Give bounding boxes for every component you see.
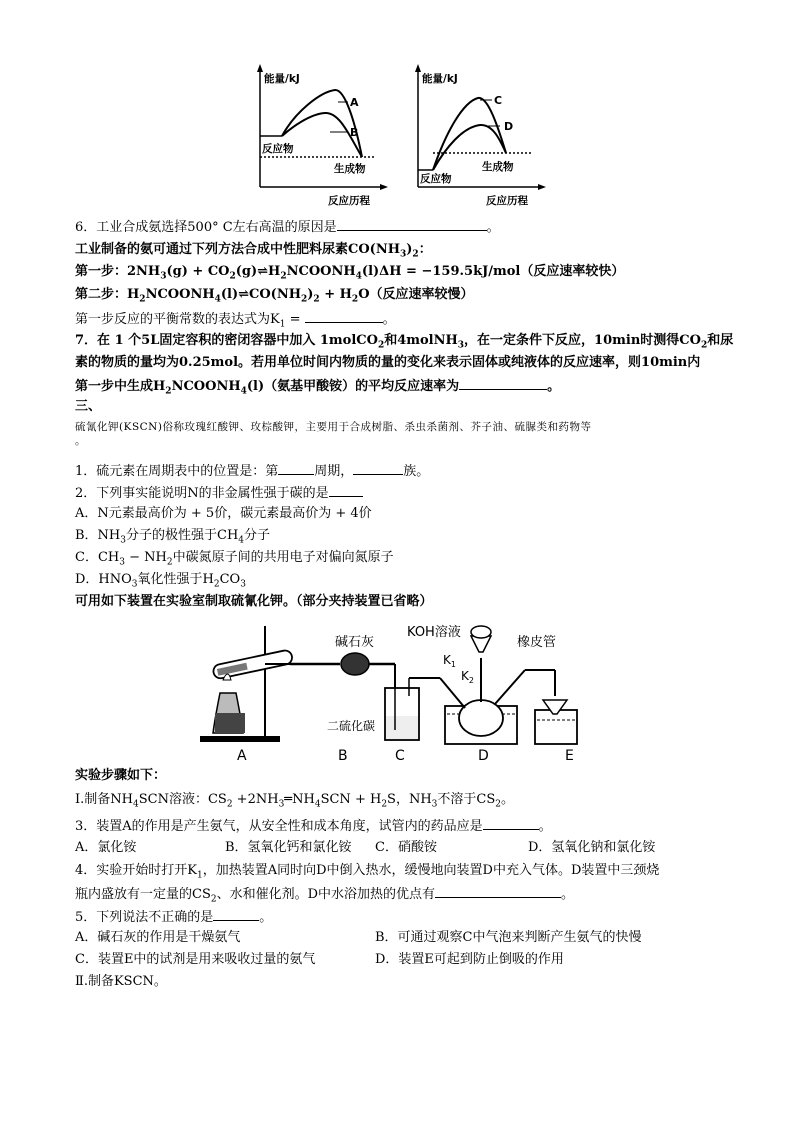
answer-blank[interactable] bbox=[305, 308, 383, 323]
q2-option-b[interactable]: B．$NH_3$分子的极性强于$CH_4$分子 bbox=[75, 528, 271, 546]
answer-blank[interactable] bbox=[353, 460, 403, 475]
label-c: C bbox=[395, 748, 405, 764]
q2-option-d[interactable]: D．$HNO_3$氧化性强于$H_2CO_3$ bbox=[75, 572, 246, 590]
label-koh: KOH溶液 bbox=[407, 625, 461, 640]
graph2-curve-c: C bbox=[494, 94, 503, 107]
label-b: B bbox=[338, 748, 348, 764]
question-3: 3．装置A的作用是产生氨气，从安全性和成本角度，试管内的药品应是 。 bbox=[75, 815, 552, 837]
question-4-line-2: 瓶内盛放有一定量的$CS_2$、水和催化剂。D中水浴加热的优点有 。 bbox=[75, 883, 574, 905]
graph1-product: 生成物 bbox=[334, 163, 366, 175]
question-7-line-2: 素的物质的量均为0.25mol。若用单位时间内物质的量的变化来表示固体或纯液体的反应速率，则10min内 bbox=[75, 355, 701, 370]
graph2-curve-d: D bbox=[504, 120, 514, 133]
label-e: E bbox=[565, 748, 574, 764]
q3-option-a[interactable]: A．氯化铵 bbox=[75, 840, 137, 855]
energy-graph-1 bbox=[250, 62, 390, 210]
label-cs2: 二硫化碳 bbox=[327, 719, 376, 733]
graph2-ylabel: 能量/kJ bbox=[422, 73, 458, 85]
q2-option-a[interactable]: A．N元素最高价为 + 5价，碳元素最高价为 + 4价 bbox=[75, 506, 372, 521]
step-i: Ⅰ.制备$NH_4SCN$溶液：$CS_2$ $+2NH_3═NH_4SCN + H_2S$，$NH_3$不溶于$CS_2$。 bbox=[75, 792, 515, 810]
answer-blank[interactable] bbox=[329, 482, 363, 497]
q5-option-a[interactable]: A．碱石灰的作用是干燥氨气 bbox=[75, 930, 241, 945]
graph2-product: 生成物 bbox=[482, 161, 514, 173]
graph2-reactant: 反应物 bbox=[420, 173, 452, 185]
section-3-heading: 三、 bbox=[75, 399, 102, 414]
energy-graph-2 bbox=[408, 62, 548, 210]
q3-option-d[interactable]: D．氢氧化钠和氯化铵 bbox=[528, 840, 656, 855]
answer-blank[interactable] bbox=[435, 883, 561, 898]
graph1-xlabel: 反应历程 bbox=[328, 195, 370, 207]
q5-option-c[interactable]: C．装置E中的试剂是用来吸收过量的氨气 bbox=[75, 952, 316, 967]
label-k2: $K_2$ bbox=[461, 669, 474, 685]
apparatus-title: 可用如下装置在实验室制取硫氰化钾。（部分夹持装置已省略） bbox=[75, 594, 433, 609]
question-4-line-1: 4．实验开始时打开$K_1$，加热装置A同时向D中倒入热水，缓慢地向装置D中充入气体。D装置中三颈烧 bbox=[75, 863, 660, 881]
step-ii: Ⅱ.制备KSCN。 bbox=[75, 974, 167, 989]
kscn-intro-end: 。 bbox=[75, 435, 86, 447]
apparatus-diagram bbox=[195, 618, 595, 768]
graph1-reactant: 反应物 bbox=[262, 143, 294, 155]
steps-title: 实验步骤如下： bbox=[75, 768, 167, 783]
question-7-line-1: 7．在 1 个5L固定容积的密闭容器中加入 1molCO$_2$和4molNH$_3$，在一定条件下反应，10min时测得$CO_2$和尿 bbox=[75, 333, 734, 351]
question-2: 2．下列事实能说明N的非金属性强于碳的是 bbox=[75, 482, 363, 504]
label-d: D bbox=[478, 748, 489, 764]
urea-intro: 工业制备的氨可通过下列方法合成中性肥料尿素$CO(NH_3)_2$： bbox=[75, 242, 432, 260]
question-7-line-3: 第一步中生成$H_2NCOONH_4(l)$（氨基甲酸铵）的平均反应速率为 。 bbox=[75, 375, 560, 397]
answer-blank[interactable] bbox=[213, 906, 259, 921]
kscn-intro: 硫氰化钾(KSCN)俗称玫瑰红酸钾、玫棕酸钾，主要用于合成树脂、杀虫杀菌剂、芥子油、硫脲类和药物等 bbox=[75, 421, 592, 433]
question-1: 1．硫元素在周期表中的位置是：第 周期， 族。 bbox=[75, 460, 429, 482]
graph1-curve-a: A bbox=[350, 96, 359, 109]
q2-option-c[interactable]: C．$CH_3 - NH_2$中碳氮原子间的共用电子对偏向氮原子 bbox=[75, 550, 394, 568]
graph2-xlabel: 反应历程 bbox=[486, 195, 528, 207]
answer-blank[interactable] bbox=[459, 375, 547, 390]
label-k1: $K_1$ bbox=[443, 653, 456, 669]
answer-blank[interactable] bbox=[278, 460, 314, 475]
label-soda-lime: 碱石灰 bbox=[335, 635, 375, 650]
q3-option-c[interactable]: C．硝酸铵 bbox=[375, 840, 437, 855]
q3-option-b[interactable]: B．氢氧化钙和氯化铵 bbox=[225, 840, 352, 855]
answer-blank[interactable] bbox=[337, 216, 487, 231]
reaction-step-2: 第二步：$H_2NCOONH_4(l)\rightleftharpoons CO(NH_2)_2 + H_2O$（反应速率较慢） bbox=[75, 287, 474, 305]
equilibrium-constant-question: 第一步反应的平衡常数的表达式为$K_1$ = 。 bbox=[75, 308, 396, 330]
answer-blank[interactable] bbox=[483, 815, 539, 830]
q5-option-d[interactable]: D．装置E可起到防止倒吸的作用 bbox=[375, 952, 564, 967]
graph1-ylabel: 能量/kJ bbox=[264, 73, 300, 85]
question-5: 5．下列说法不正确的是 。 bbox=[75, 906, 272, 928]
label-rubber-tube: 橡皮管 bbox=[517, 635, 557, 650]
question-6: 6．工业合成氨选择500° C左右高温的原因是 。 bbox=[75, 216, 500, 238]
reaction-step-1: 第一步：$2NH_3(g)$ + $CO_2(g)\rightleftharpoons H_2NCOONH_4(l)\Delta H = -159.5kJ/mol$（反应速率较快） bbox=[75, 264, 625, 282]
graph1-curve-b: B bbox=[350, 126, 359, 139]
q5-option-b[interactable]: B．可通过观察C中气泡来判断产生氨气的快慢 bbox=[375, 930, 642, 945]
label-a: A bbox=[237, 748, 247, 764]
